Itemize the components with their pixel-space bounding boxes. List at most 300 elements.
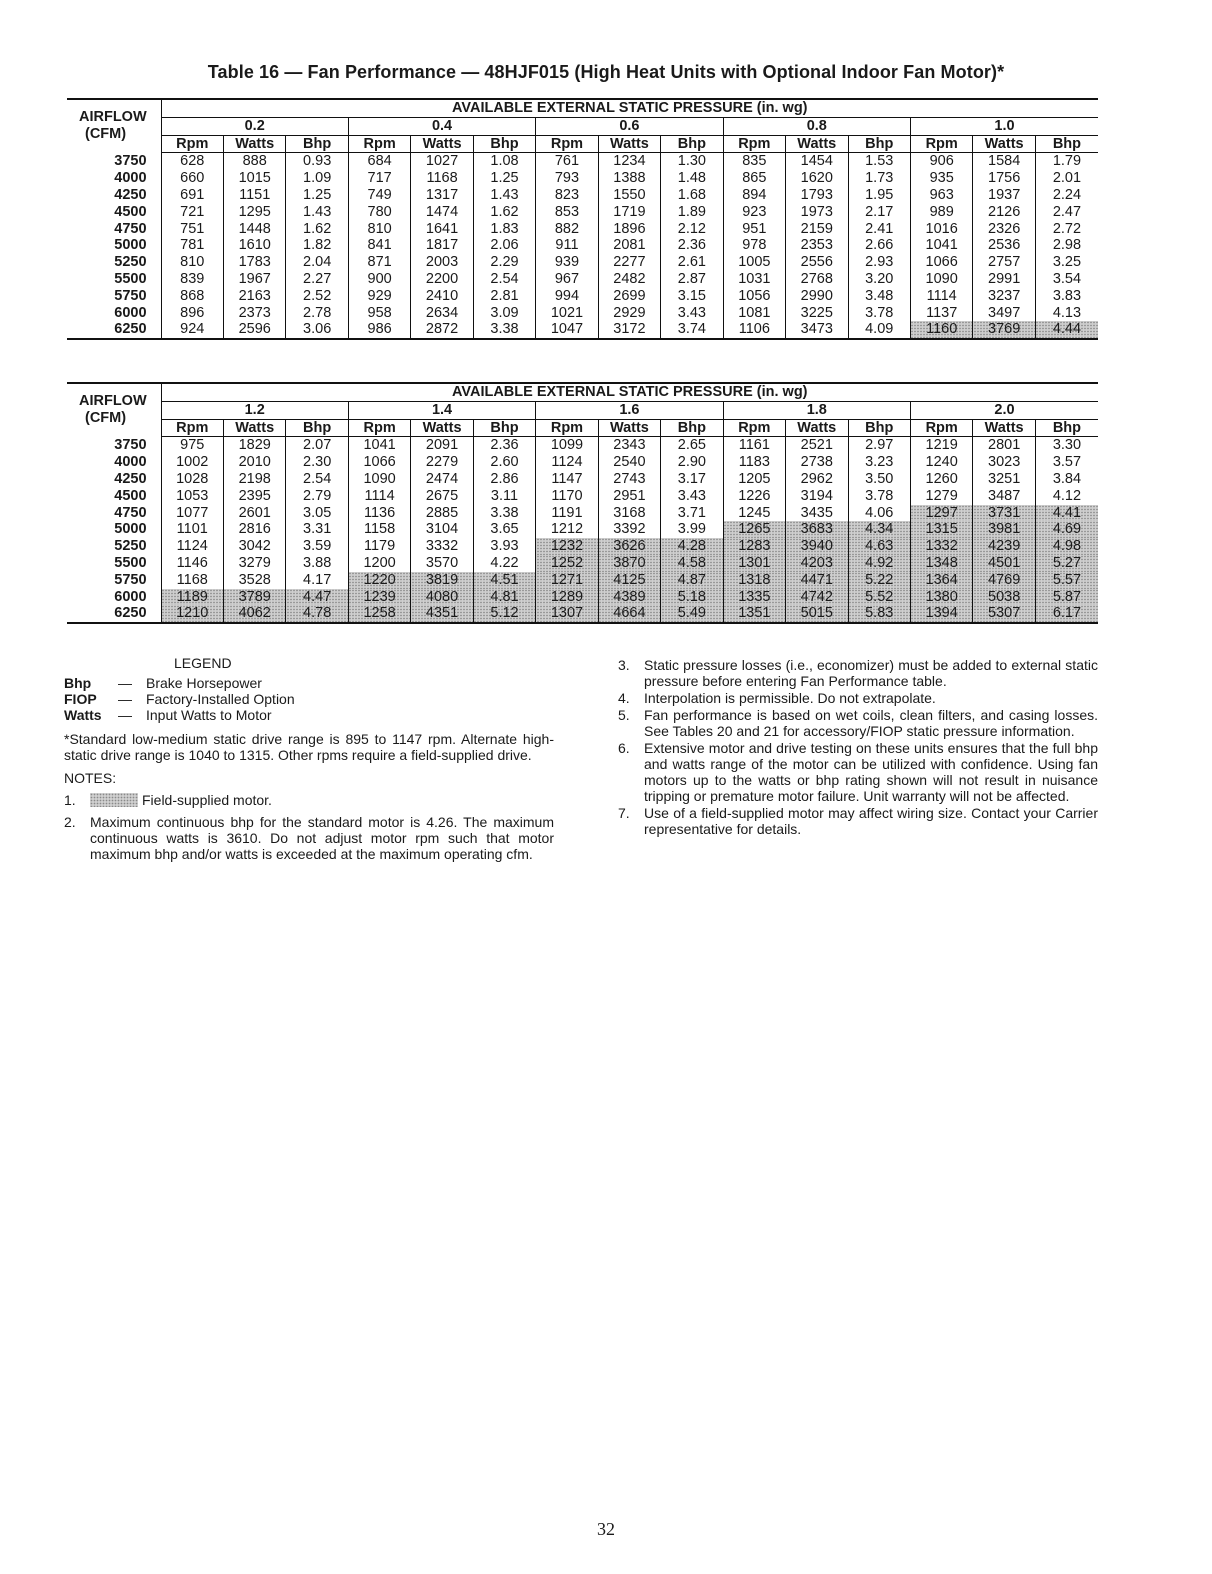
column-header: Rpm [161, 419, 223, 437]
table-cell: 5.12 [473, 605, 535, 623]
column-header: Rpm [723, 419, 785, 437]
airflow-cell: 4250 [67, 187, 161, 204]
column-header: Watts [411, 135, 473, 153]
table-cell: 1200 [348, 555, 410, 572]
table-cell: 1124 [161, 538, 223, 555]
table-cell: 1351 [723, 605, 785, 623]
table-cell: 989 [910, 204, 972, 221]
table-cell: 3.23 [848, 454, 910, 471]
table-cell: 3497 [973, 305, 1035, 322]
table-cell: 1388 [598, 170, 660, 187]
table-cell: 871 [348, 254, 410, 271]
column-header: Rpm [536, 135, 598, 153]
table-cell: 1066 [910, 254, 972, 271]
table-row [67, 521, 1098, 538]
table-cell: 1454 [786, 153, 848, 170]
airflow-cell: 4000 [67, 454, 161, 471]
table-cell: 2.54 [286, 471, 348, 488]
table-cell: 3.38 [473, 321, 535, 339]
fan-performance-table-low-pressure [67, 98, 1098, 340]
table-cell: 2540 [598, 454, 660, 471]
table-cell: 1348 [910, 555, 972, 572]
airflow-cell: 5750 [67, 572, 161, 589]
table-cell: 2.61 [661, 254, 723, 271]
table-cell: 1793 [786, 187, 848, 204]
table-row [67, 505, 1098, 522]
table-cell: 4.06 [848, 505, 910, 522]
table-cell: 1.25 [286, 187, 348, 204]
table-cell: 1219 [910, 437, 972, 454]
column-header: Watts [786, 135, 848, 153]
table-cell: 2556 [786, 254, 848, 271]
column-header: Rpm [348, 419, 410, 437]
table-cell: 3.06 [286, 321, 348, 339]
table-cell: 1474 [411, 204, 473, 221]
airflow-cell: 5500 [67, 271, 161, 288]
table-cell: 2343 [598, 437, 660, 454]
table-cell: 3251 [973, 471, 1035, 488]
table-cell: 1101 [161, 521, 223, 538]
table-cell: 1137 [910, 305, 972, 322]
header-row-columns [67, 419, 1098, 437]
table-cell: 3.17 [661, 471, 723, 488]
table-cell: 4.09 [848, 321, 910, 339]
note-text: Maximum continuous bhp for the standard motor is 4.26. The maximum continuous watts is 3610. Do not adjust motor rpm such that motor maximum bhp and/or watts is exceeded at the maximum operating cfm. [90, 814, 554, 862]
note-number: 7. [618, 805, 630, 821]
table-row [67, 288, 1098, 305]
table-cell: 2757 [973, 254, 1035, 271]
legend-desc: Factory-Installed Option [146, 691, 295, 707]
table-cell: 1380 [910, 589, 972, 606]
table-cell: 1973 [786, 204, 848, 221]
table-cell: 5015 [786, 605, 848, 623]
table-cell: 660 [161, 170, 223, 187]
table-cell: 4203 [786, 555, 848, 572]
table-cell: 3.78 [848, 305, 910, 322]
table-cell: 2326 [973, 221, 1035, 238]
table-cell: 2.98 [1052, 237, 1082, 254]
table-cell: 4.51 [473, 572, 535, 589]
note-text: Interpolation is permissible. Do not extrapolate. [644, 690, 936, 706]
table-cell: 721 [161, 204, 223, 221]
column-header: Bhp [286, 135, 348, 153]
table-row [67, 305, 1098, 322]
legend-desc: Brake Horsepower [146, 675, 262, 691]
table-cell: 1031 [723, 271, 785, 288]
table-cell: 3.59 [286, 538, 348, 555]
notes-label: NOTES: [64, 770, 117, 786]
column-header: Rpm [161, 135, 223, 153]
airflow-cell: 6000 [67, 589, 161, 606]
table-title: Table 16 — Fan Performance — 48HJF015 (High Heat Units with Optional Indoor Fan Motor)* [207, 62, 1005, 82]
table-cell: 2395 [223, 488, 285, 505]
table-cell: 1239 [348, 589, 410, 606]
table-cell: 1212 [536, 521, 598, 538]
table-cell: 4.69 [1035, 521, 1098, 538]
note-item [618, 740, 1098, 804]
note-number: 5. [618, 707, 630, 723]
table-cell: 967 [536, 271, 598, 288]
table-cell: 3.57 [1052, 454, 1082, 471]
table-cell: 4.63 [848, 538, 910, 555]
table-cell: 1090 [910, 271, 972, 288]
note-text: Field-supplied motor. [142, 792, 272, 808]
table-cell: 4742 [786, 589, 848, 606]
table-cell: 1027 [411, 153, 473, 170]
table-cell: 3.05 [286, 505, 348, 522]
table-cell: 4.47 [286, 589, 348, 606]
table-cell: 3.93 [473, 538, 535, 555]
table-cell: 2126 [973, 204, 1035, 221]
table-cell: 1271 [536, 572, 598, 589]
legend-dash: — [118, 691, 132, 707]
table-cell: 4.58 [661, 555, 723, 572]
table-row [67, 572, 1098, 589]
table-cell: 2353 [786, 237, 848, 254]
table-cell: 1.82 [286, 237, 348, 254]
static-pressure-header: AVAILABLE EXTERNAL STATIC PRESSURE (in. wg) [161, 383, 1098, 401]
table-cell: 1.43 [286, 204, 348, 221]
table-row [67, 221, 1098, 238]
table-cell: 1258 [348, 605, 410, 623]
header-row-pressure [67, 383, 1098, 401]
table-cell: 2601 [223, 505, 285, 522]
table-cell: 1394 [910, 605, 972, 623]
table-cell: 939 [536, 254, 598, 271]
table-cell: 1146 [161, 555, 223, 572]
note-text: Extensive motor and drive testing on these units ensures that the full bhp and watts range of the motor can be utilized with confidence. Using fan motors up to the watts or bhp rating shown will not result in nuisance tripping or premature motor failure. Unit warranty will not be affected. [644, 740, 1098, 804]
table-cell: 2.93 [848, 254, 910, 271]
table-cell: 4125 [598, 572, 660, 589]
column-header: Bhp [848, 135, 910, 153]
table-cell: 1896 [598, 221, 660, 238]
table-cell: 628 [161, 153, 223, 170]
table-cell: 1168 [411, 170, 473, 187]
table-cell: 2.86 [473, 471, 535, 488]
table-cell: 1234 [598, 153, 660, 170]
table-cell: 2.87 [661, 271, 723, 288]
table-cell: 3225 [786, 305, 848, 322]
pressure-group-header: 0.2 [161, 117, 348, 135]
table-cell: 1160 [910, 321, 972, 339]
table-cell: 978 [723, 237, 785, 254]
table-cell: 3.74 [661, 321, 723, 339]
table-cell: 1937 [973, 187, 1035, 204]
note-text: Static pressure losses (i.e., economizer) must be added to external static pressure before entering Fan Performance table. [644, 657, 1098, 689]
table-cell: 5.57 [1035, 572, 1098, 589]
table-cell: 3487 [973, 488, 1035, 505]
table-cell: 1114 [348, 488, 410, 505]
table-cell: 2816 [223, 521, 285, 538]
table-row [67, 437, 1098, 454]
column-header: Bhp [848, 419, 910, 437]
airflow-cell: 5500 [67, 555, 161, 572]
table-cell: 5307 [973, 605, 1035, 623]
table-cell: 2200 [411, 271, 473, 288]
table-cell: 1114 [910, 288, 972, 305]
table-cell: 2991 [973, 271, 1035, 288]
table-cell: 5.83 [848, 605, 910, 623]
table-cell: 3.25 [1052, 254, 1082, 271]
table-cell: 2596 [223, 321, 285, 339]
table-cell: 1550 [598, 187, 660, 204]
note-item [64, 792, 554, 808]
column-header: Watts [786, 419, 848, 437]
table-cell: 4501 [973, 555, 1035, 572]
table-cell: 1240 [910, 454, 972, 471]
table-cell: 793 [536, 170, 598, 187]
note-text: Fan performance is based on wet coils, clean filters, and casing losses. See Tables 20 and 21 for accessory/FIOP static pressure information. [644, 707, 1098, 739]
column-header: Bhp [473, 135, 535, 153]
table-cell: 2.04 [286, 254, 348, 271]
header-row-pressure-values [67, 401, 1098, 419]
table-row [67, 170, 1098, 187]
column-header: Bhp [1035, 419, 1098, 437]
table-cell: 935 [910, 170, 972, 187]
table-cell: 2010 [223, 454, 285, 471]
table-cell: 3683 [786, 521, 848, 538]
table-cell: 3172 [598, 321, 660, 339]
table-row [67, 605, 1098, 623]
table-cell: 2.24 [1052, 186, 1082, 203]
table-cell: 1.48 [661, 170, 723, 187]
table-cell: 3.71 [661, 505, 723, 522]
table-cell: 975 [161, 437, 223, 454]
table-cell: 3626 [598, 538, 660, 555]
table-cell: 4.12 [1052, 487, 1082, 504]
table-cell: 751 [161, 221, 223, 238]
table-cell: 2.97 [848, 437, 910, 454]
table-cell: 2675 [411, 488, 473, 505]
column-header: Watts [973, 135, 1035, 153]
table-cell: 2.72 [1052, 220, 1082, 237]
column-header: Bhp [1035, 135, 1098, 153]
table-cell: 691 [161, 187, 223, 204]
table-cell: 1297 [910, 505, 972, 522]
airflow-cell: 5250 [67, 254, 161, 271]
pressure-group-header: 2.0 [910, 401, 1098, 419]
column-header: Watts [411, 419, 473, 437]
table-cell: 1260 [910, 471, 972, 488]
table-cell: 4.41 [1035, 505, 1098, 522]
table-cell: 2536 [973, 237, 1035, 254]
table-cell: 4351 [411, 605, 473, 623]
table-cell: 4239 [973, 538, 1035, 555]
table-cell: 3392 [598, 521, 660, 538]
table-cell: 882 [536, 221, 598, 238]
table-cell: 749 [348, 187, 410, 204]
table-cell: 1289 [536, 589, 598, 606]
airflow-cell: 4500 [67, 204, 161, 221]
pressure-group-header: 1.4 [348, 401, 535, 419]
table-cell: 1.79 [1052, 153, 1082, 170]
table-cell: 0.93 [286, 153, 348, 170]
table-cell: 2.07 [286, 437, 348, 454]
table-cell: 2.60 [473, 454, 535, 471]
table-cell: 1295 [223, 204, 285, 221]
table-row [67, 589, 1098, 606]
table-cell: 3769 [973, 321, 1035, 339]
shaded-swatch-icon [90, 793, 138, 807]
table-cell: 1205 [723, 471, 785, 488]
pressure-group-header: 1.0 [910, 117, 1098, 135]
table-cell: 810 [161, 254, 223, 271]
pressure-group-header: 1.6 [536, 401, 723, 419]
table-cell: 1189 [161, 589, 223, 606]
table-cell: 2.79 [286, 488, 348, 505]
table-cell: 2163 [223, 288, 285, 305]
table-cell: 2003 [411, 254, 473, 271]
table-row [67, 187, 1098, 204]
table-cell: 1315 [910, 521, 972, 538]
airflow-header-line: (CFM) [85, 126, 127, 143]
table-cell: 1191 [536, 505, 598, 522]
table-cell: 1307 [536, 605, 598, 623]
table-row [67, 471, 1098, 488]
table-row [67, 321, 1098, 339]
table-cell: 986 [348, 321, 410, 339]
column-header: Watts [598, 135, 660, 153]
table-cell: 963 [910, 187, 972, 204]
table-cell: 1168 [161, 572, 223, 589]
table-cell: 894 [723, 187, 785, 204]
table-row [67, 555, 1098, 572]
column-header: Watts [223, 419, 285, 437]
table-cell: 3870 [598, 555, 660, 572]
table-cell: 781 [161, 237, 223, 254]
table-cell: 1252 [536, 555, 598, 572]
legend-desc: Input Watts to Motor [146, 707, 272, 723]
table-cell: 2699 [598, 288, 660, 305]
table-cell: 2.41 [848, 221, 910, 238]
table-cell: 1817 [411, 237, 473, 254]
table-cell: 1056 [723, 288, 785, 305]
table-cell: 1232 [536, 538, 598, 555]
header-row-pressure-values [67, 117, 1098, 135]
table-cell: 1620 [786, 170, 848, 187]
table-cell: 1124 [536, 454, 598, 471]
right-notes [618, 657, 1098, 838]
table-cell: 684 [348, 153, 410, 170]
table-cell: 1041 [348, 437, 410, 454]
table-cell: 2.29 [473, 254, 535, 271]
note-number: 2. [64, 814, 76, 830]
note-item [618, 690, 1098, 706]
table-cell: 3.99 [661, 521, 723, 538]
table-cell: 2.17 [848, 204, 910, 221]
table-cell: 2962 [786, 471, 848, 488]
table-cell: 1265 [723, 521, 785, 538]
table-cell: 2951 [598, 488, 660, 505]
airflow-cell: 4750 [67, 505, 161, 522]
table-cell: 3570 [411, 555, 473, 572]
table-cell: 2.52 [286, 288, 348, 305]
table-cell: 1756 [973, 170, 1035, 187]
table-cell: 1584 [973, 153, 1035, 170]
table-cell: 2634 [411, 305, 473, 322]
table-cell: 3473 [786, 321, 848, 339]
table-cell: 1090 [348, 471, 410, 488]
airflow-cell: 5000 [67, 237, 161, 254]
table-cell: 4.44 [1035, 321, 1098, 339]
table-cell: 1332 [910, 538, 972, 555]
table-cell: 4664 [598, 605, 660, 623]
table-cell: 1448 [223, 221, 285, 238]
table-cell: 2801 [973, 437, 1035, 454]
table-cell: 3528 [223, 572, 285, 589]
table-cell: 2.65 [661, 437, 723, 454]
table-cell: 3.30 [1052, 437, 1082, 454]
table-cell: 1151 [223, 187, 285, 204]
table-cell: 3.20 [848, 271, 910, 288]
table-cell: 1053 [161, 488, 223, 505]
header-row-pressure [67, 99, 1098, 117]
table-cell: 896 [161, 305, 223, 322]
table-cell: 3.38 [473, 505, 535, 522]
column-header: Rpm [723, 135, 785, 153]
pressure-group-header: 0.6 [536, 117, 723, 135]
table-cell: 1028 [161, 471, 223, 488]
legend-item [64, 707, 554, 723]
table-cell: 810 [348, 221, 410, 238]
column-header: Watts [973, 419, 1035, 437]
table-cell: 2929 [598, 305, 660, 322]
table-cell: 1279 [910, 488, 972, 505]
table-cell: 835 [723, 153, 785, 170]
table-cell: 3819 [411, 572, 473, 589]
table-cell: 1136 [348, 505, 410, 522]
table-cell: 3104 [411, 521, 473, 538]
table-cell: 3279 [223, 555, 285, 572]
table-cell: 3.83 [1052, 287, 1082, 304]
table-cell: 2872 [411, 321, 473, 339]
table-cell: 4.34 [848, 521, 910, 538]
table-cell: 868 [161, 288, 223, 305]
table-cell: 4080 [411, 589, 473, 606]
table-cell: 865 [723, 170, 785, 187]
table-cell: 1301 [723, 555, 785, 572]
page-number: 32 [597, 1519, 615, 1539]
table-cell: 1.53 [848, 153, 910, 170]
airflow-cell: 5000 [67, 521, 161, 538]
column-header: Watts [598, 419, 660, 437]
table-row [67, 237, 1098, 254]
note-item [618, 805, 1098, 837]
table-cell: 1.62 [286, 221, 348, 238]
pressure-group-header: 1.2 [161, 401, 348, 419]
table-cell: 3940 [786, 538, 848, 555]
table-cell: 4.87 [661, 572, 723, 589]
table-cell: 3194 [786, 488, 848, 505]
column-header: Rpm [910, 135, 972, 153]
table-cell: 1179 [348, 538, 410, 555]
table-cell: 2.12 [661, 221, 723, 238]
table-cell: 2474 [411, 471, 473, 488]
table-cell: 2482 [598, 271, 660, 288]
table-row [67, 254, 1098, 271]
table-cell: 4.81 [473, 589, 535, 606]
note-number: 6. [618, 740, 630, 756]
table-cell: 906 [910, 153, 972, 170]
table-row [67, 271, 1098, 288]
legend-and-left-notes [64, 655, 554, 862]
table-cell: 2279 [411, 454, 473, 471]
pressure-group-header: 1.8 [723, 401, 910, 419]
column-header: Rpm [348, 135, 410, 153]
table-cell: 1016 [910, 221, 972, 238]
table-cell: 3.48 [848, 288, 910, 305]
airflow-cell: 4250 [67, 471, 161, 488]
